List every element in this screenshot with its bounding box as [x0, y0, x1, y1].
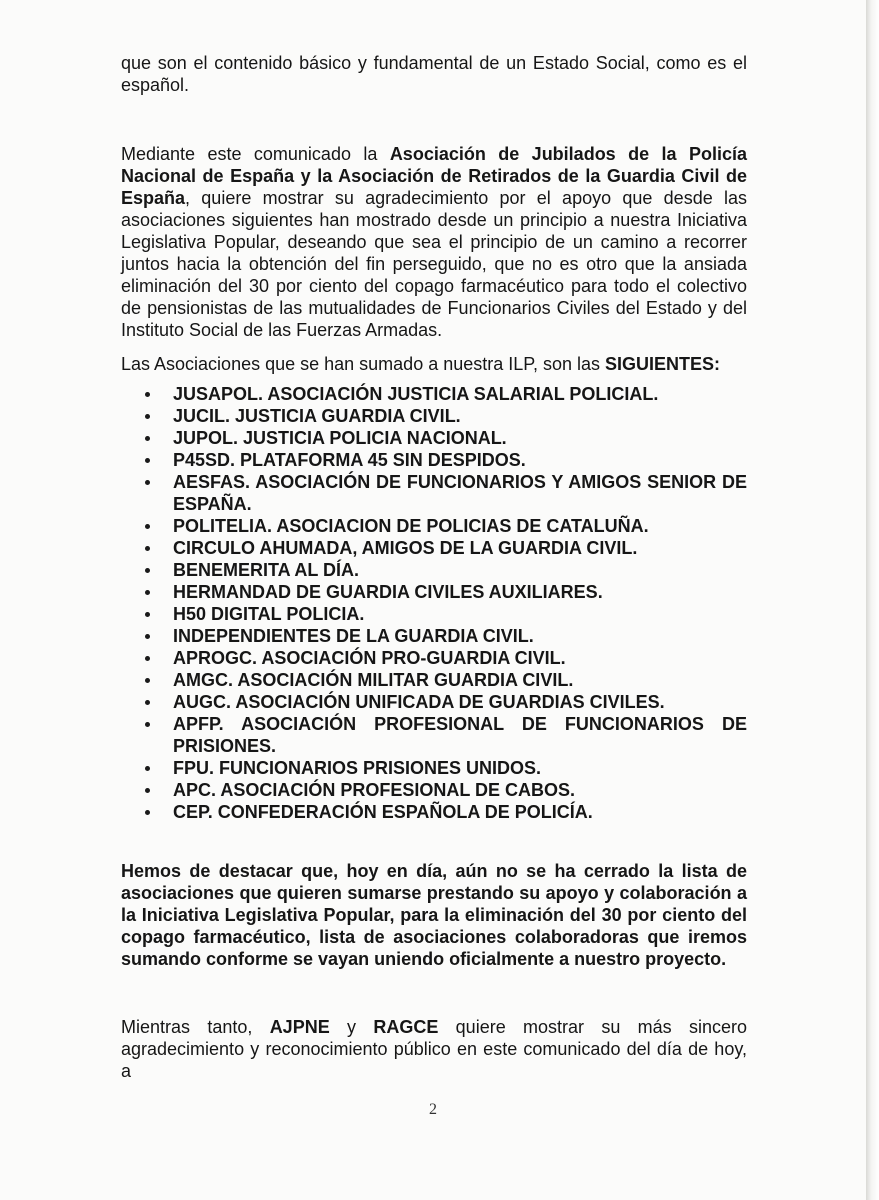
list-item	[145, 757, 747, 779]
list-item-text: JUSAPOL. ASOCIACIÓN JUSTICIA SALARIAL POLICIAL.	[173, 384, 659, 404]
list-item-text: AMGC. ASOCIACIÓN MILITAR GUARDIA CIVIL.	[173, 670, 574, 690]
list-item-text: JUPOL. JUSTICIA POLICIA NACIONAL.	[173, 428, 507, 448]
bullet-icon	[145, 810, 150, 815]
bullet-icon	[145, 656, 150, 661]
list-intro-text: Las Asociaciones que se han sumado a nuestra ILP, son las	[121, 354, 605, 374]
bullet-icon	[145, 414, 150, 419]
list-item	[145, 647, 747, 669]
list-item-text: CEP. CONFEDERACIÓN ESPAÑOLA DE POLICÍA.	[173, 802, 593, 822]
paragraph-acknowledgement	[121, 143, 747, 341]
associations-names-bold: Asociación de Jubilados de la Policía Nacional de España y la Asociación de Retirados de la Guardia Civil de España	[121, 144, 747, 208]
list-item	[145, 691, 747, 713]
list-item-text: JUCIL. JUSTICIA GUARDIA CIVIL.	[173, 406, 461, 426]
list-item	[145, 515, 747, 537]
bullet-icon	[145, 788, 150, 793]
list-item-text: FPU. FUNCIONARIOS PRISIONES UNIDOS.	[173, 758, 542, 778]
bullet-icon	[145, 568, 150, 573]
closing-text-e: quiere mostrar su más sincero agradecimiento y reconocimiento público en este comunicado del día de hoy, a	[121, 1017, 747, 1081]
bullet-icon	[145, 722, 150, 727]
list-item-text: BENEMERITA AL DÍA.	[173, 560, 360, 580]
list-item	[145, 559, 747, 581]
list-item-text: AESFAS. ASOCIACIÓN DE FUNCIONARIOS Y AMIGOS SENIOR DE ESPAÑA.	[173, 472, 747, 514]
list-item-text: AUGC. ASOCIACIÓN UNIFICADA DE GUARDIAS CIVILES.	[173, 692, 665, 712]
list-item	[145, 471, 747, 515]
list-item	[145, 581, 747, 603]
page-edge-shadow	[866, 0, 879, 1200]
closing-text-c: y	[329, 1017, 374, 1037]
list-item-text: APROGC. ASOCIACIÓN PRO-GUARDIA CIVIL.	[173, 648, 566, 668]
ragce-bold: RAGCE	[373, 1017, 439, 1037]
list-item	[145, 713, 747, 757]
paragraph-intro: que son el contenido básico y fundamental de un Estado Social, como es el español.	[121, 53, 747, 95]
list-item	[145, 537, 747, 559]
note-bold-text: Hemos de destacar que, hoy en día, aún no se ha cerrado la lista de asociaciones que quieren sumarse prestando su apoyo y colaboración a la Iniciativa Legislativa Popular, para la eliminación del 30 por ciento del copago farmacéutico, lista de asociaciones colaboradoras que iremos sumando conforme se vayan uniendo oficialmente a nuestro proyecto.	[121, 861, 747, 969]
list-item	[145, 603, 747, 625]
bullet-icon	[145, 590, 150, 595]
paragraph-list-intro	[121, 353, 747, 375]
list-item	[145, 779, 747, 801]
list-item	[145, 669, 747, 691]
list-item-text: H50 DIGITAL POLICIA.	[173, 604, 365, 624]
paragraph-closing	[121, 1016, 747, 1082]
paragraph-acknowledgement-text-a: Mediante este comunicado la	[121, 144, 390, 164]
list-item-text: CIRCULO AHUMADA, AMIGOS DE LA GUARDIA CIVIL.	[173, 538, 638, 558]
bullet-icon	[145, 678, 150, 683]
list-intro-bold: SIGUIENTES:	[605, 354, 721, 374]
paragraph-acknowledgement-text-c: , quiere mostrar su agradecimiento por el apoyo que desde las asociaciones siguientes han mostrado desde un principio a nuestra Iniciativa Legislativa Popular, deseando que sea el principio de un camino a recorrer juntos hacia la obtención del fin perseguido, que no es otro que la ansiada eliminación del 30 por ciento del copago farmacéutico para todo el colectivo de pensionistas de las mutualidades de Funcionarios Civiles del Estado y del Instituto Social de las Fuerzas Armadas.	[121, 188, 747, 340]
bullet-icon	[145, 700, 150, 705]
list-item-text: HERMANDAD DE GUARDIA CIVILES AUXILIARES.	[173, 582, 603, 602]
list-item-text: P45SD. PLATAFORMA 45 SIN DESPIDOS.	[173, 450, 526, 470]
closing-text-a: Mientras tanto,	[121, 1017, 270, 1037]
list-item-text: INDEPENDIENTES DE LA GUARDIA CIVIL.	[173, 626, 534, 646]
ajpne-bold: AJPNE	[269, 1017, 330, 1037]
list-item	[145, 405, 747, 427]
bullet-icon	[145, 546, 150, 551]
bullet-icon	[145, 524, 150, 529]
list-item	[145, 801, 747, 823]
associations-list	[145, 383, 747, 823]
list-item	[145, 625, 747, 647]
list-item	[145, 449, 747, 471]
list-item-text: POLITELIA. ASOCIACION DE POLICIAS DE CATALUÑA.	[173, 516, 649, 536]
bullet-icon	[145, 612, 150, 617]
bullet-icon	[145, 392, 150, 397]
page-number: 2	[429, 1101, 437, 1118]
list-item-text: APFP. ASOCIACIÓN PROFESIONAL DE FUNCIONARIOS DE PRISIONES.	[173, 714, 747, 756]
bullet-icon	[145, 634, 150, 639]
bullet-icon	[145, 766, 150, 771]
bullet-icon	[145, 480, 150, 485]
bullet-icon	[145, 436, 150, 441]
bullet-icon	[145, 458, 150, 463]
list-item-text: APC. ASOCIACIÓN PROFESIONAL DE CABOS.	[173, 780, 576, 800]
paragraph-note-bold	[121, 860, 747, 970]
list-item	[145, 427, 747, 449]
list-item	[145, 383, 747, 405]
